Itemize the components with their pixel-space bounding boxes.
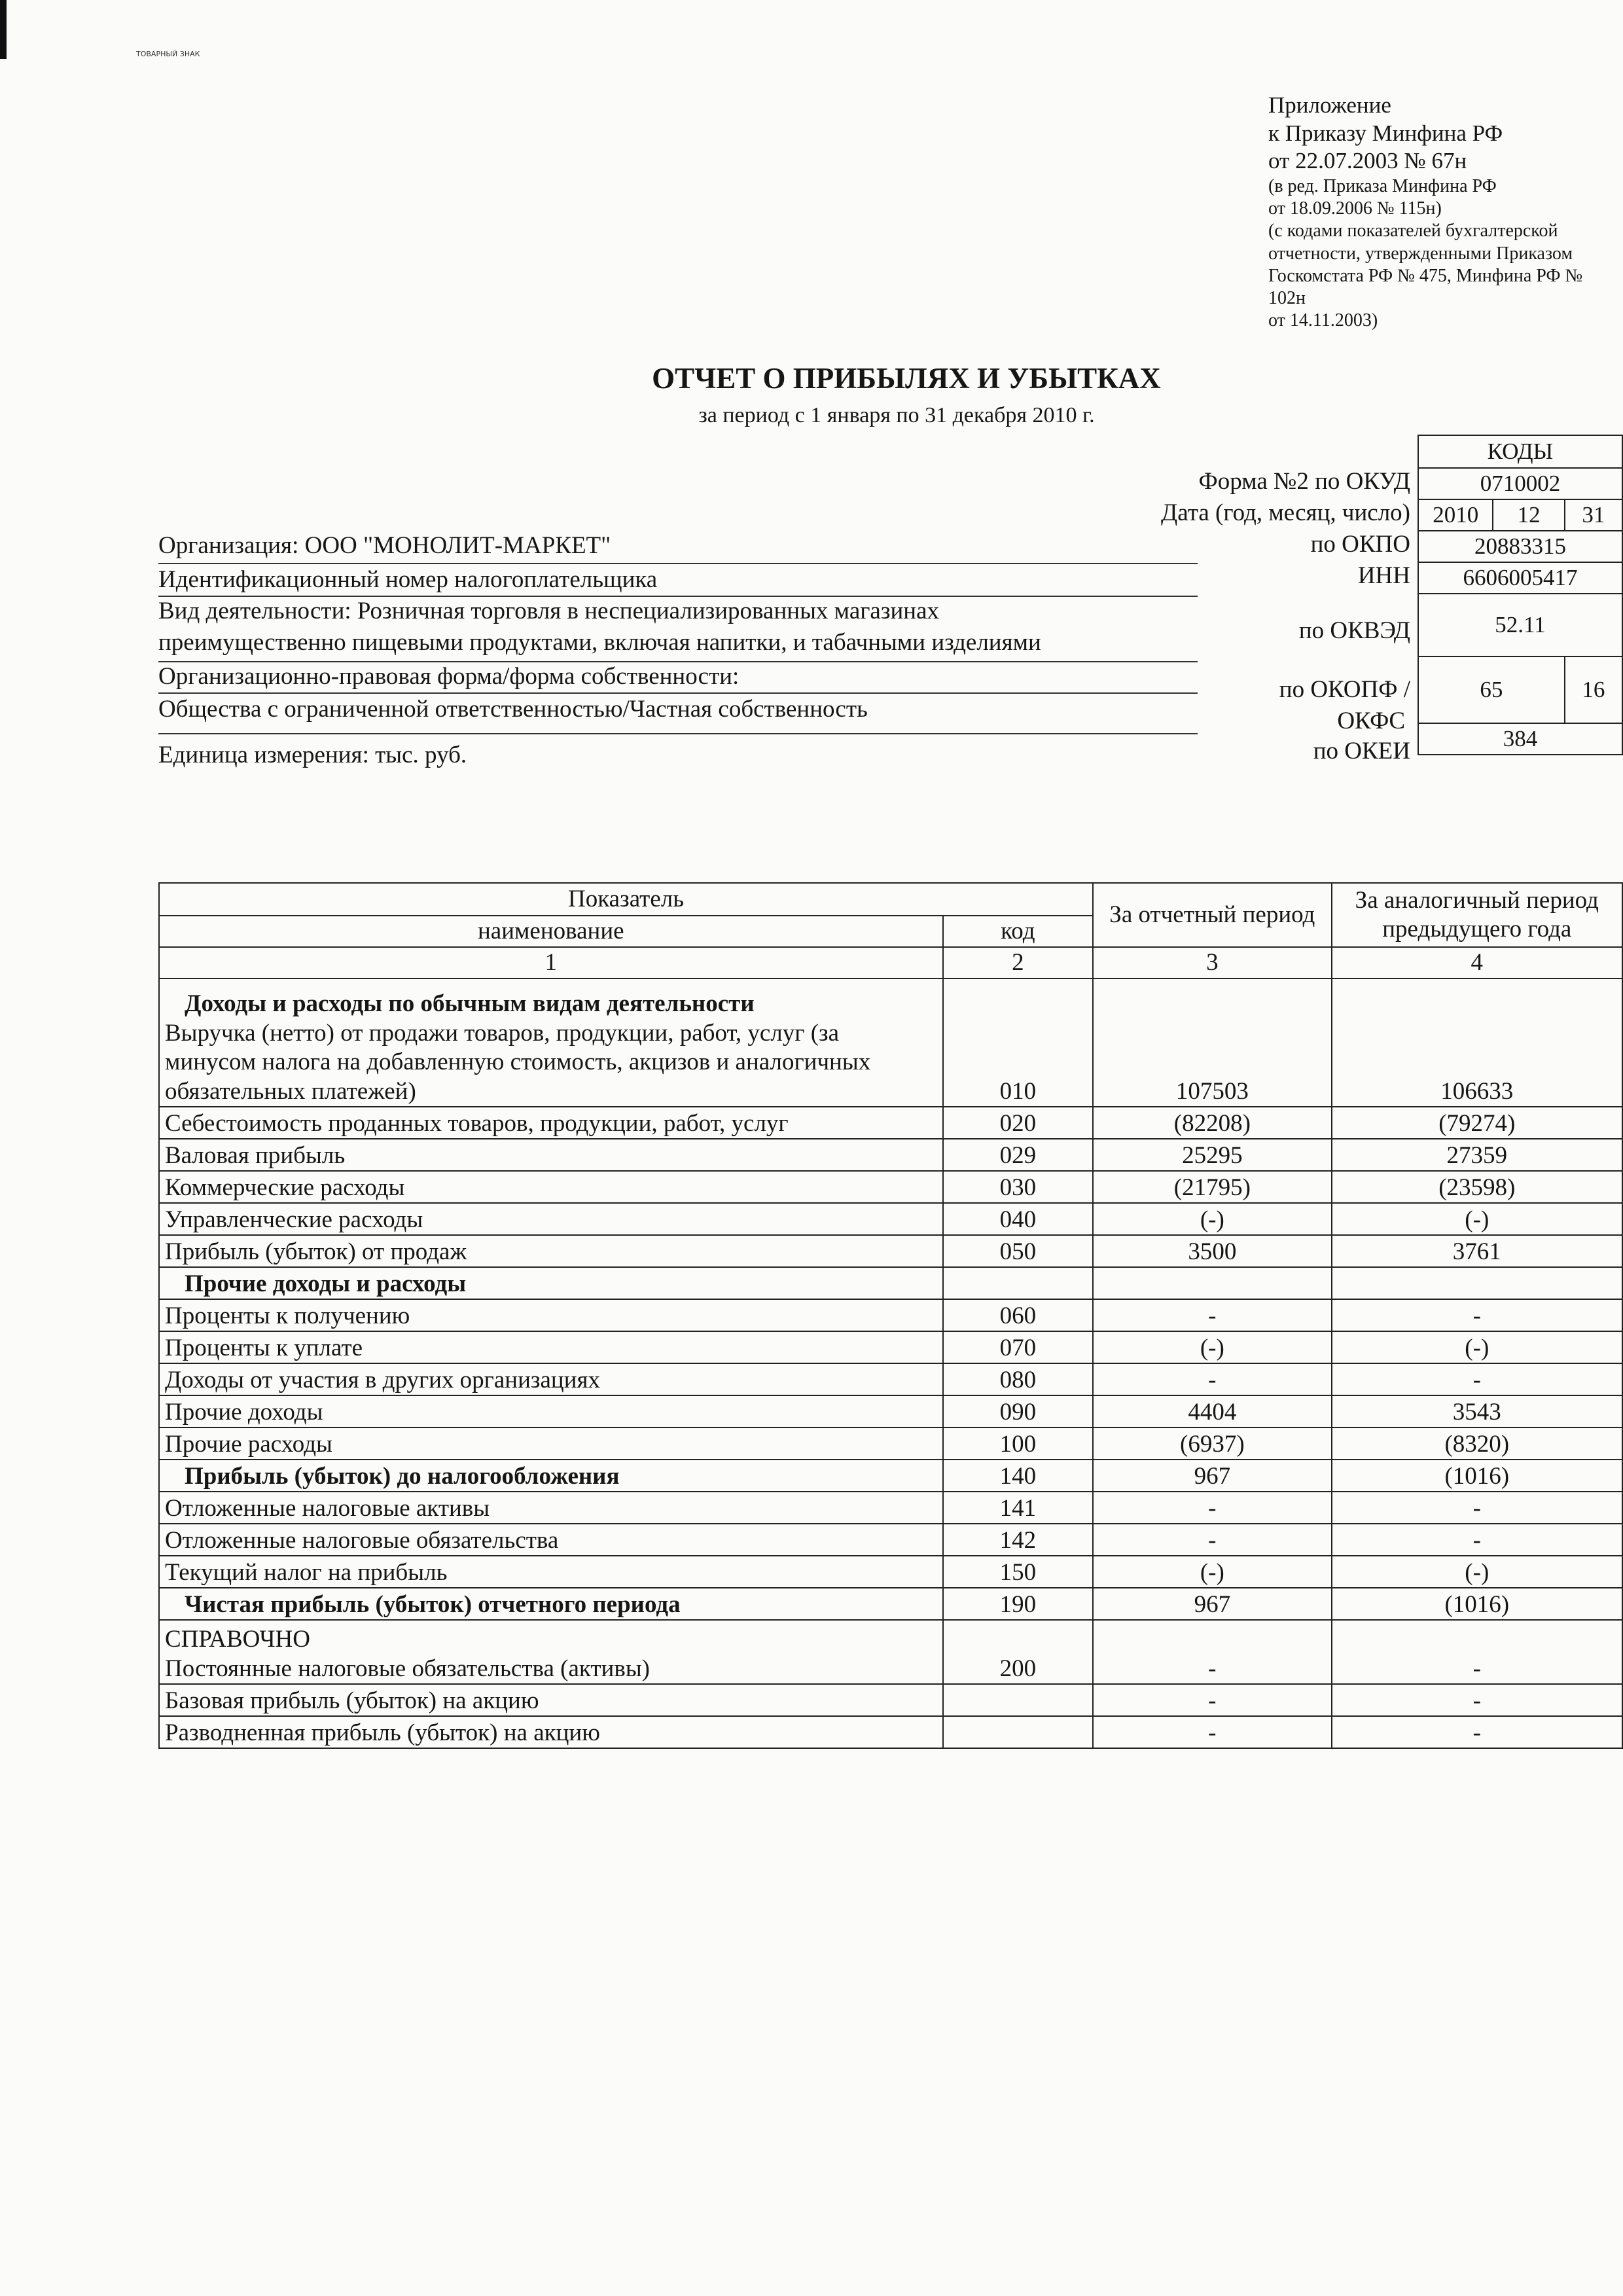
pretax-previous: (1016) <box>1332 1460 1622 1492</box>
diluted-eps-name: Разводненная прибыль (убыток) на акцию <box>159 1716 943 1748</box>
row-previous: (-) <box>1332 1556 1622 1588</box>
net-profit-previous: (1016) <box>1332 1588 1622 1620</box>
okopf-code: 65 <box>1418 656 1565 723</box>
row-current: (-) <box>1093 1203 1331 1235</box>
row-previous: (79274) <box>1332 1107 1622 1139</box>
row-code: 150 <box>943 1556 1094 1588</box>
okopf-label: по ОКОПФ / <box>1279 676 1410 703</box>
report-title-text: ОТЧЕТ О ПРИБЫЛЯХ И УБЫТКАХ <box>652 362 1161 395</box>
diluted-eps-code <box>943 1716 1094 1748</box>
okei-code: 384 <box>1418 723 1622 755</box>
appendix-line: отчетности, утвержденными Приказом <box>1268 243 1573 264</box>
row-name: Доходы от участия в других организациях <box>159 1363 943 1395</box>
table-row <box>159 1203 1622 1235</box>
date-day: 31 <box>1565 499 1622 531</box>
row-name: Прочие доходы <box>159 1395 943 1427</box>
row-name: Текущий налог на прибыль <box>159 1556 943 1588</box>
rows-group-a <box>159 1107 1622 1267</box>
empty-cell <box>1093 1267 1331 1299</box>
table-row <box>159 1524 1622 1556</box>
rows-group-c <box>159 1492 1622 1588</box>
inn-code: 6606005417 <box>1418 562 1622 594</box>
legal-form-label: Организационно-правовая форма/форма собственности: <box>158 663 740 690</box>
legal-form-value: Общества с ограниченной ответственностью/Частная собственность <box>158 696 868 723</box>
table-row <box>159 1427 1622 1460</box>
okud-code: 0710002 <box>1418 468 1622 499</box>
name-header: наименование <box>159 916 943 947</box>
revenue-line: Выручка (нетто) от продажи товаров, продукции, работ, услуг (за <box>165 1019 840 1047</box>
row-code: 050 <box>943 1235 1094 1267</box>
appendix-line: к Приказу Минфина РФ <box>1268 120 1503 146</box>
diluted-eps-previous: - <box>1332 1716 1622 1748</box>
diluted-eps-current: - <box>1093 1716 1331 1748</box>
row-code: 142 <box>943 1524 1094 1556</box>
appendix-note <box>1268 92 1615 332</box>
rule-line <box>158 692 1198 694</box>
basic-eps-row <box>159 1684 1622 1716</box>
net-profit-name: Чистая прибыль (убыток) отчетного периода <box>159 1588 943 1620</box>
pretax-code: 140 <box>943 1460 1094 1492</box>
okfs-label: ОКФС <box>1337 708 1405 734</box>
row-name: Отложенные налоговые активы <box>159 1492 943 1524</box>
row-name: Коммерческие расходы <box>159 1171 943 1203</box>
table-row <box>159 1235 1622 1267</box>
row-previous: 3761 <box>1332 1235 1622 1267</box>
scan-edge-shadow <box>0 0 7 59</box>
appendix-line: от 18.09.2006 № 115н) <box>1268 198 1442 219</box>
row-code: 090 <box>943 1395 1094 1427</box>
okpo-code: 20883315 <box>1418 531 1622 562</box>
unit-of-measure: Единица измерения: тыс. руб. <box>158 742 467 768</box>
revenue-line: обязательных платежей) <box>165 1077 416 1105</box>
organization-name: Организация: ООО "МОНОЛИТ-МАРКЕТ" <box>158 532 611 559</box>
row-code: 141 <box>943 1492 1094 1524</box>
appendix-line: 102н <box>1268 287 1306 308</box>
row-code: 100 <box>943 1427 1094 1460</box>
row-name: Себестоимость проданных товаров, продукции, работ, услуг <box>159 1107 943 1139</box>
rule-line <box>158 563 1198 564</box>
table-row <box>159 1363 1622 1395</box>
revenue-row <box>159 978 1622 1107</box>
row-previous: - <box>1332 1524 1622 1556</box>
row-current: (-) <box>1093 1556 1331 1588</box>
reference-row <box>159 1620 1622 1684</box>
activity-line-1: Вид деятельности: Розничная торговля в неспециализированных магазинах <box>158 598 939 624</box>
report-period-text: за период с 1 января по 31 декабря 2010 г. <box>698 403 1095 427</box>
table-row <box>159 1395 1622 1427</box>
row-current: (6937) <box>1093 1427 1331 1460</box>
row-current: (82208) <box>1093 1107 1331 1139</box>
row-previous: 3543 <box>1332 1395 1622 1427</box>
rule-line <box>158 733 1198 734</box>
row-code: 080 <box>943 1363 1094 1395</box>
section-heading: Прочие доходы и расходы <box>159 1267 943 1299</box>
row-previous: (-) <box>1332 1331 1622 1363</box>
reference-heading: СПРАВОЧНО <box>165 1626 310 1653</box>
codes-table <box>1418 435 1623 755</box>
appendix-line: от 22.07.2003 № 67н <box>1268 148 1467 174</box>
appendix-line: Приложение <box>1268 92 1391 118</box>
table-row <box>159 1107 1622 1139</box>
previous-period-header <box>1332 883 1622 947</box>
table-row <box>159 1331 1622 1363</box>
appendix-line: (с кодами показателей бухгалтерской <box>1268 221 1558 242</box>
table-row <box>159 1492 1622 1524</box>
column-number: 3 <box>1093 947 1331 978</box>
basic-eps-previous: - <box>1332 1684 1622 1716</box>
table-row <box>159 1171 1622 1203</box>
empty-cell <box>1332 1267 1622 1299</box>
section-heading: Доходы и расходы по обычным видам деятельности <box>185 990 755 1018</box>
pretax-current: 967 <box>1093 1460 1331 1492</box>
row-previous: - <box>1332 1363 1622 1395</box>
row-code: 040 <box>943 1203 1094 1235</box>
row-code: 060 <box>943 1299 1094 1331</box>
indicator-header: Показатель <box>159 883 1093 916</box>
section-row <box>159 1267 1622 1299</box>
net-profit-row <box>159 1588 1622 1620</box>
row-name: Проценты к получению <box>159 1299 943 1331</box>
row-code: 029 <box>943 1139 1094 1171</box>
inn-label: ИНН <box>1357 562 1410 589</box>
permanent-tax-previous: - <box>1332 1620 1622 1684</box>
row-previous: (8320) <box>1332 1427 1622 1460</box>
permanent-tax-current: - <box>1093 1620 1331 1684</box>
diluted-eps-row <box>159 1716 1622 1748</box>
column-number: 1 <box>159 947 943 978</box>
okud-label: Форма №2 по ОКУД <box>1198 468 1410 495</box>
basic-eps-name: Базовая прибыль (убыток) на акцию <box>159 1684 943 1716</box>
row-current: - <box>1093 1299 1331 1331</box>
okfs-code: 16 <box>1565 656 1622 723</box>
row-previous: (23598) <box>1332 1171 1622 1203</box>
row-previous: - <box>1332 1299 1622 1331</box>
row-name: Управленческие расходы <box>159 1203 943 1235</box>
permanent-tax-name: Постоянные налоговые обязательства (активы) <box>165 1655 650 1682</box>
okved-label: по ОКВЭД <box>1298 617 1410 644</box>
table-row <box>159 1556 1622 1588</box>
report-title <box>0 361 1623 395</box>
row-current: 4404 <box>1093 1395 1331 1427</box>
appendix-line: Госкомстата РФ № 475, Минфина РФ № <box>1268 265 1583 286</box>
okei-label: по ОКЕИ <box>1313 738 1410 764</box>
table-row <box>159 1139 1622 1171</box>
column-number: 4 <box>1332 947 1622 978</box>
basic-eps-code <box>943 1684 1094 1716</box>
date-label: Дата (год, месяц, число) <box>1161 499 1410 526</box>
row-current: - <box>1093 1524 1331 1556</box>
activity-line-2: преимущественно пищевыми продуктами, включая напитки, и табачными изделиями <box>158 629 1041 656</box>
row-name: Валовая прибыль <box>159 1139 943 1171</box>
appendix-line: (в ред. Приказа Минфина РФ <box>1268 176 1497 197</box>
revenue-previous: 106633 <box>1332 978 1622 1107</box>
revenue-name <box>159 978 943 1107</box>
row-name: Прочие расходы <box>159 1427 943 1460</box>
codes-header: КОДЫ <box>1418 435 1622 468</box>
revenue-current: 107503 <box>1093 978 1331 1107</box>
row-name: Отложенные налоговые обязательства <box>159 1524 943 1556</box>
empty-cell <box>943 1267 1094 1299</box>
previous-period-header-line: предыдущего года <box>1382 916 1572 942</box>
revenue-code: 010 <box>943 978 1094 1107</box>
rows-group-b <box>159 1299 1622 1460</box>
row-code: 030 <box>943 1171 1094 1203</box>
permanent-tax-code: 200 <box>943 1620 1094 1684</box>
okpo-label: по ОКПО <box>1310 531 1410 558</box>
column-number: 2 <box>943 947 1094 978</box>
report-period <box>0 403 1623 428</box>
code-header: код <box>943 916 1094 947</box>
row-previous: (-) <box>1332 1203 1622 1235</box>
row-current: (-) <box>1093 1331 1331 1363</box>
row-name: Проценты к уплате <box>159 1331 943 1363</box>
row-current: 25295 <box>1093 1139 1331 1171</box>
row-current: - <box>1093 1492 1331 1524</box>
row-current: - <box>1093 1363 1331 1395</box>
row-code: 020 <box>943 1107 1094 1139</box>
previous-period-header-line: За аналогичный период <box>1355 886 1599 914</box>
net-profit-current: 967 <box>1093 1588 1331 1620</box>
date-month: 12 <box>1493 499 1564 531</box>
row-code: 070 <box>943 1331 1094 1363</box>
date-year: 2010 <box>1418 499 1493 531</box>
revenue-line: минусом налога на добавленную стоимость, акцизов и аналогичных <box>165 1049 871 1076</box>
net-profit-code: 190 <box>943 1588 1094 1620</box>
reference-name <box>159 1620 943 1684</box>
row-previous: - <box>1332 1492 1622 1524</box>
row-current: (21795) <box>1093 1171 1331 1203</box>
row-name: Прибыль (убыток) от продаж <box>159 1235 943 1267</box>
row-current: 3500 <box>1093 1235 1331 1267</box>
basic-eps-current: - <box>1093 1684 1331 1716</box>
appendix-line: от 14.11.2003) <box>1268 310 1378 331</box>
income-statement-table <box>158 882 1623 1749</box>
header-stamp: ТОВАРНЫЙ ЗНАК <box>136 50 200 58</box>
pretax-name: Прибыль (убыток) до налогообложения <box>159 1460 943 1492</box>
pretax-row <box>159 1460 1622 1492</box>
row-previous: 27359 <box>1332 1139 1622 1171</box>
table-row <box>159 1299 1622 1331</box>
okved-code: 52.11 <box>1418 594 1622 656</box>
current-period-header: За отчетный период <box>1093 883 1331 947</box>
taxpayer-id-label: Идентификационный номер налогоплательщика <box>158 566 658 593</box>
